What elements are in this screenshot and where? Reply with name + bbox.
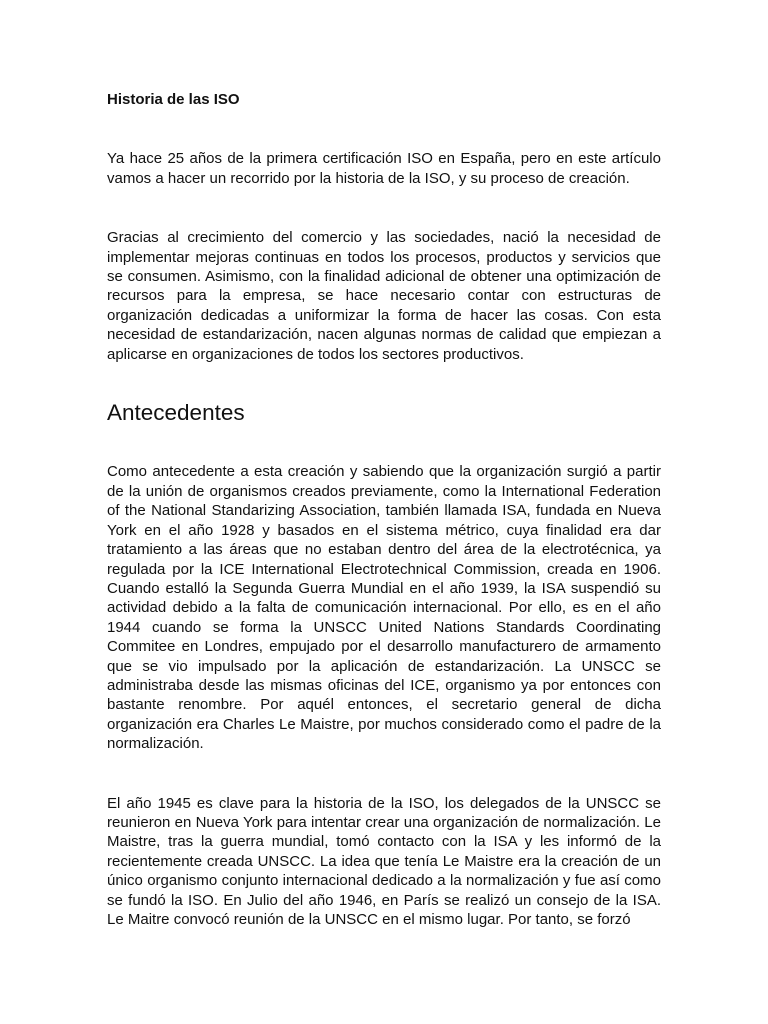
document-title: Historia de las ISO <box>107 91 240 108</box>
intro-paragraph: Ya hace 25 años de la primera certificación ISO en España, pero en este artículo vamos a hacer un recorrido por la historia de la ISO, y su proceso de creación. <box>107 150 661 187</box>
year-1945-paragraph: El año 1945 es clave para la historia de la ISO, los delegados de la UNSCC se reunieron en Nueva York para intentar crear una organización de normalización. Le Maistre, tras la guerra mundial, tomó contacto con la ISA y les informó de la recientemente creada UNSCC. La idea que tenía Le Maistre era la creación de un único organismo conjunto internacional dedicado a la normalización y fue así como se fundó la ISO. En Julio del año 1946, en París se realizó un consejo de la ISA. Le Maitre convocó reunión de la UNSCC en el mismo lugar. Por tanto, se forzó <box>107 794 661 928</box>
antecedents-paragraph: Como antecedente a esta creación y sabiendo que la organización surgió a partir de la unión de organismos creados previamente, como la International Federation of the National Standarizing Association, también llamada ISA, fundada en Nueva York en el año 1928 y basados en el sistema métrico, cuya finalidad era dar tratamiento a las áreas que no estaban dentro del área de la electrotécnica, ya regulada por la ICE International Electrotechnical Commission, creada en 1906. Cuando estalló la Segunda Guerra Mundial en el año 1939, la ISA suspendió su actividad debido a la falta de comunicación internacional. Por ello, es en el año 1944 cuando se forma la UNSCC United Nations Standards Coordinating Commitee en Londres, empujado por el desarrollo manufacturero de armamento que se vio impulsado por la aplicación de estandarización. La UNSCC se administraba desde las mismas oficinas del ICE, organismo ya por entonces con bastante renombre. Por aquél entonces, el secretario general de dicha organización era Charles Le Maistre, por muchos considerado como el padre de la normalización. <box>107 463 661 753</box>
antecedents-heading: Antecedentes <box>107 400 245 426</box>
growth-paragraph: Gracias al crecimiento del comercio y las sociedades, nació la necesidad de implementar mejoras continuas en todos los procesos, productos y servicios que se consumen. Asimismo, con la finalidad adicional de obtener una optimización de recursos para la empresa, se hace necesario contar con estructuras de organización dedicadas a uniformizar la forma de hacer las cosas. Con esta necesidad de estandarización, nacen algunas normas de calidad que empiezan a aplicarse en organizaciones de todos los sectores productivos. <box>107 229 661 363</box>
